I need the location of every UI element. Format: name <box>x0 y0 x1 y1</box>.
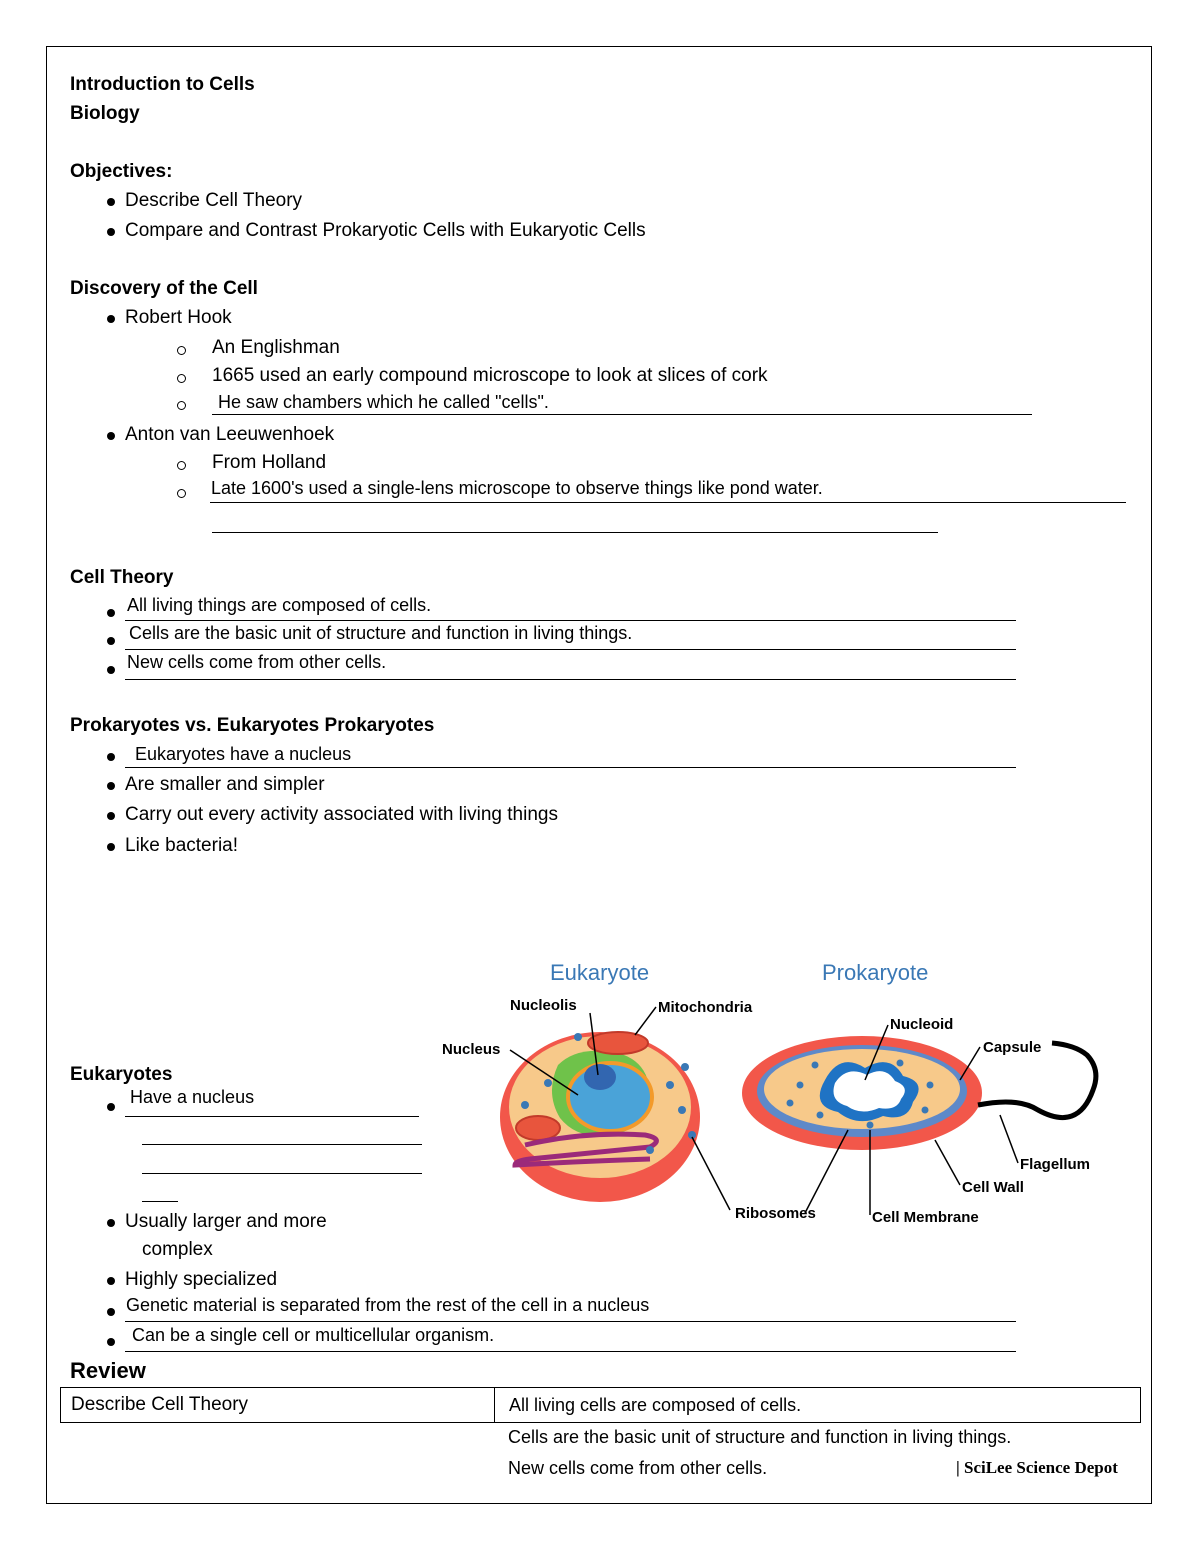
bullet-icon <box>107 666 115 674</box>
answer-line <box>142 1144 422 1145</box>
bullet-icon <box>107 609 115 617</box>
label-flagellum: Flagellum <box>1020 1156 1091 1173</box>
bullet-icon <box>107 753 115 761</box>
review-answer-cell <box>494 1387 1141 1423</box>
answer-line <box>142 1173 422 1174</box>
prokaryotes-heading: Prokaryotes vs. Eukaryotes Prokaryotes <box>70 715 435 736</box>
prokaryotes-answer: Eukaryotes have a nucleus <box>135 744 352 764</box>
eukaryotes-answer: Have a nucleus <box>130 1087 255 1107</box>
credit-label: | SciLee Science Depot <box>956 1458 1118 1477</box>
eukaryotes-item: complex <box>142 1239 213 1260</box>
eukaryotes-item: Usually larger and more <box>125 1211 327 1232</box>
answer-line <box>212 532 938 533</box>
bullet-icon <box>107 432 115 440</box>
review-answer: Cells are the basic unit of structure and function in living things. <box>508 1427 1012 1447</box>
page-title: Introduction to Cells <box>70 74 255 95</box>
review-prompt: Describe Cell Theory <box>71 1394 249 1415</box>
prokaryotes-item: Carry out every activity associated with living things <box>125 804 558 825</box>
circle-bullet-icon <box>177 346 186 355</box>
objective-item: Describe Cell Theory <box>125 190 303 211</box>
label-capsule: Capsule <box>983 1039 1042 1056</box>
circle-bullet-icon <box>177 461 186 470</box>
review-answer: New cells come from other cells. <box>508 1458 768 1478</box>
answer-line <box>212 414 1032 415</box>
bullet-icon <box>107 843 115 851</box>
bullet-icon <box>107 637 115 645</box>
answer-line <box>210 502 1126 503</box>
objectives-heading: Objectives: <box>70 161 173 182</box>
review-prompt-cell <box>60 1387 495 1423</box>
bullet-icon <box>107 1219 115 1227</box>
answer-line <box>125 767 1016 768</box>
discovery-heading: Discovery of the Cell <box>70 278 258 299</box>
cell-theory-answer: New cells come from other cells. <box>127 652 387 672</box>
bullet-icon <box>107 812 115 820</box>
answer-line <box>142 1201 178 1202</box>
hook-answer: He saw chambers which he called "cells". <box>218 392 549 412</box>
hook-fact: An Englishman <box>212 337 340 358</box>
answer-line <box>125 649 1016 650</box>
hook-name: Robert Hook <box>125 307 232 328</box>
answer-line <box>125 679 1016 680</box>
hook-fact: 1665 used an early compound microscope to look at slices of cork <box>212 365 768 386</box>
eukaryotes-answer: Genetic material is separated from the rest of the cell in a nucleus <box>126 1295 650 1315</box>
prokaryotes-item: Like bacteria! <box>125 835 239 856</box>
answer-line <box>125 1116 419 1117</box>
cell-diagram <box>430 955 1120 1235</box>
eukaryotes-answer: Can be a single cell or multicellular organism. <box>132 1325 495 1345</box>
eukaryote-title: Eukaryote <box>550 960 650 985</box>
eukaryotes-item: Highly specialized <box>125 1269 278 1290</box>
eukaryote-cell <box>500 1032 700 1202</box>
prokaryotes-item: Are smaller and simpler <box>125 774 325 795</box>
label-cell-wall: Cell Wall <box>962 1179 1024 1196</box>
review-heading: Review <box>70 1358 146 1383</box>
bullet-icon <box>107 1338 115 1346</box>
label-ribosomes: Ribosomes <box>735 1205 816 1222</box>
answer-line <box>125 1321 1016 1322</box>
answer-line <box>125 620 1016 621</box>
label-nucleoid: Nucleoid <box>890 1016 954 1033</box>
bullet-icon <box>107 315 115 323</box>
leeuwenhoek-answer: Late 1600's used a single-lens microscope to observe things like pond water. <box>211 478 823 498</box>
label-mitochondria: Mitochondria <box>658 999 753 1016</box>
bullet-icon <box>107 1308 115 1316</box>
subject-label: Biology <box>70 103 140 124</box>
bullet-icon <box>107 228 115 236</box>
cell-theory-heading: Cell Theory <box>70 567 174 588</box>
cell-theory-answer: Cells are the basic unit of structure and function in living things. <box>129 623 633 643</box>
review-answer: All living cells are composed of cells. <box>509 1395 802 1415</box>
bullet-icon <box>107 198 115 206</box>
objective-item: Compare and Contrast Prokaryotic Cells with Eukaryotic Cells <box>125 220 646 241</box>
eukaryotes-heading: Eukaryotes <box>70 1064 173 1085</box>
leeuwenhoek-name: Anton van Leeuwenhoek <box>125 424 335 445</box>
answer-line <box>125 1351 1016 1352</box>
label-nucleolis: Nucleolis <box>510 997 577 1014</box>
circle-bullet-icon <box>177 374 186 383</box>
prokaryote-cell <box>742 1036 1096 1150</box>
bullet-icon <box>107 782 115 790</box>
prokaryote-title: Prokaryote <box>822 960 929 985</box>
label-nucleus: Nucleus <box>442 1041 501 1058</box>
leeuwenhoek-fact: From Holland <box>212 452 327 473</box>
cell-theory-answer: All living things are composed of cells. <box>127 595 432 615</box>
bullet-icon <box>107 1277 115 1285</box>
label-cell-membrane: Cell Membrane <box>872 1209 979 1226</box>
circle-bullet-icon <box>177 489 186 498</box>
bullet-icon <box>107 1103 115 1111</box>
circle-bullet-icon <box>177 401 186 410</box>
